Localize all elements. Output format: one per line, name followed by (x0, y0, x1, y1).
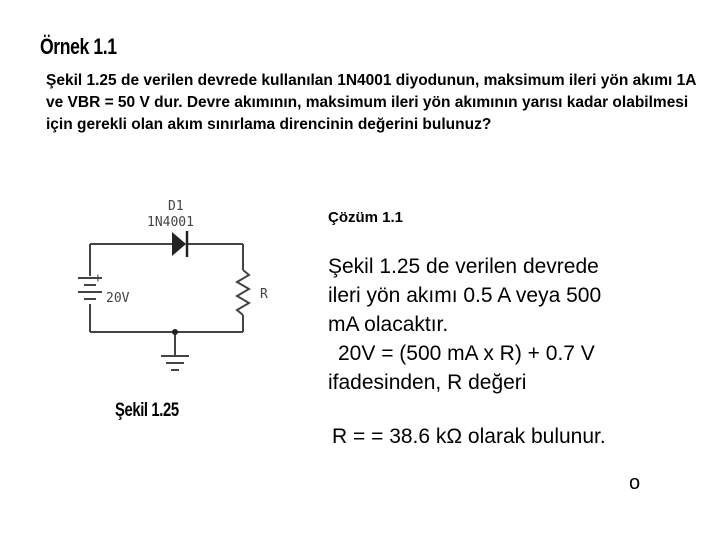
source-polarity-label: + (94, 271, 102, 286)
solution-line: ileri yön akımı 0.5 A veya 500 (328, 284, 602, 307)
slide-title: Örnek 1.1 (40, 34, 117, 59)
diode-symbol (172, 231, 187, 257)
solution-line: mA olacaktır. (328, 313, 449, 336)
diode-ref-label: D1 (168, 199, 184, 214)
corner-mark: o (629, 472, 641, 494)
circuit-diagram (60, 190, 300, 390)
solution-line: Şekil 1.25 de verilen devrede (328, 255, 599, 278)
junction-node (172, 329, 178, 335)
diode-part-label: 1N4001 (147, 215, 194, 230)
solution-line: 20V = (500 mA x R) + 0.7 V (338, 342, 595, 365)
solution-line: ifadesinden, R değeri (328, 371, 527, 394)
solution-body (328, 252, 708, 397)
problem-statement: Şekil 1.25 de verilen devrede kullanılan 1N4001 diyodunun, maksimum ileri yön akımı 1A ve VBR = 50 V dur. Devre akımının, maksimum ileri yön akımının yarısı kadar olabilmesi için gerekli olan akım sınırlama direncinin değerini bulunuz? (46, 72, 696, 133)
solution-heading: Çözüm 1.1 (328, 209, 404, 226)
result-line: R = = 38.6 kΩ olarak bulunur. (332, 425, 606, 448)
resistor-label: R (260, 287, 268, 302)
figure-caption: Şekil 1.25 (115, 400, 179, 421)
source-value-label: 20V (106, 291, 130, 306)
